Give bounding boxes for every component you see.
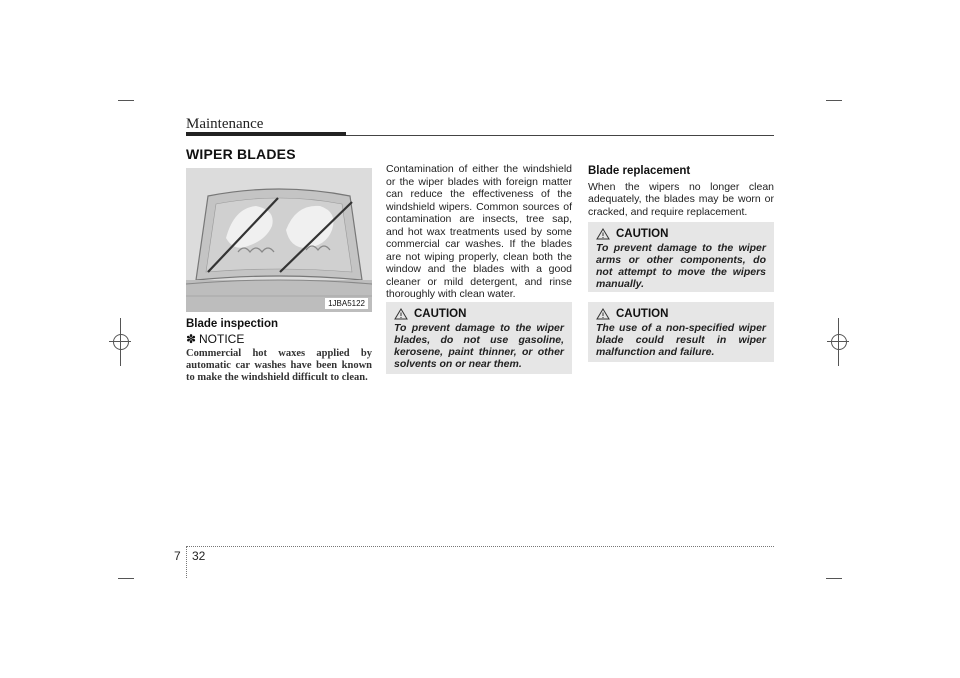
notice-text: Commercial hot waxes applied by automatic car washes have been known to make the windshield difficult to clean. xyxy=(186,348,372,383)
warning-triangle-icon xyxy=(394,308,408,320)
caution-text: To prevent damage to the wiper arms or other components, do not attempt to move the wipers manually. xyxy=(596,242,766,290)
page-number: 32 xyxy=(192,549,206,563)
warning-triangle-icon xyxy=(596,228,610,240)
caution-title: CAUTION xyxy=(616,308,669,320)
header-bar xyxy=(186,132,346,136)
blade-inspection-section xyxy=(186,318,372,384)
windshield-illustration xyxy=(186,168,372,312)
notice-heading xyxy=(186,333,372,347)
blade-replacement-section xyxy=(588,165,774,218)
caution-title: CAUTION xyxy=(616,228,669,240)
caution-title: CAUTION xyxy=(414,308,467,320)
caution-text: To prevent damage to the wiper blades, do not use gasoline, kerosene, paint thinner, or other solvents on or near them. xyxy=(394,322,564,370)
section-title: WIPER BLADES xyxy=(186,146,296,162)
blade-replacement-heading: Blade replacement xyxy=(588,165,691,177)
footer-divider xyxy=(186,546,187,578)
notice-title: NOTICE xyxy=(198,331,245,346)
blade-replacement-text: When the wipers no longer clean adequately, the blades may be worn or cracked, and require replacement. xyxy=(588,180,774,218)
caution-text: The use of a non-specified wiper blade could result in wiper malfunction and failure. xyxy=(596,322,766,358)
notice-symbol: ✽ xyxy=(186,331,197,346)
header-title: Maintenance xyxy=(186,116,264,132)
blade-inspection-heading: Blade inspection xyxy=(186,318,279,330)
chapter-number: 7 xyxy=(174,549,181,563)
contamination-text: Contamination of either the windshield or the wiper blades with foreign matter can reduce the effectiveness of the windshield wipers. Common sources of contamination are insects, tree sap, and hot wax treatments used by some commercial car washes. If the blades are not wiping properly, clean both the window and the blades with a good cleaner or mild detergent, and rinse thoroughly with clean water. xyxy=(386,163,572,300)
footer-rule xyxy=(186,546,774,547)
caution-box-solvents xyxy=(386,302,572,374)
caution-box-non-specified xyxy=(588,302,774,362)
warning-triangle-icon xyxy=(596,308,610,320)
windshield-wiper-drawing xyxy=(186,168,372,312)
figure-label: 1JBA5122 xyxy=(325,298,368,309)
header-rule xyxy=(346,135,774,136)
caution-box-manual-move xyxy=(588,222,774,292)
